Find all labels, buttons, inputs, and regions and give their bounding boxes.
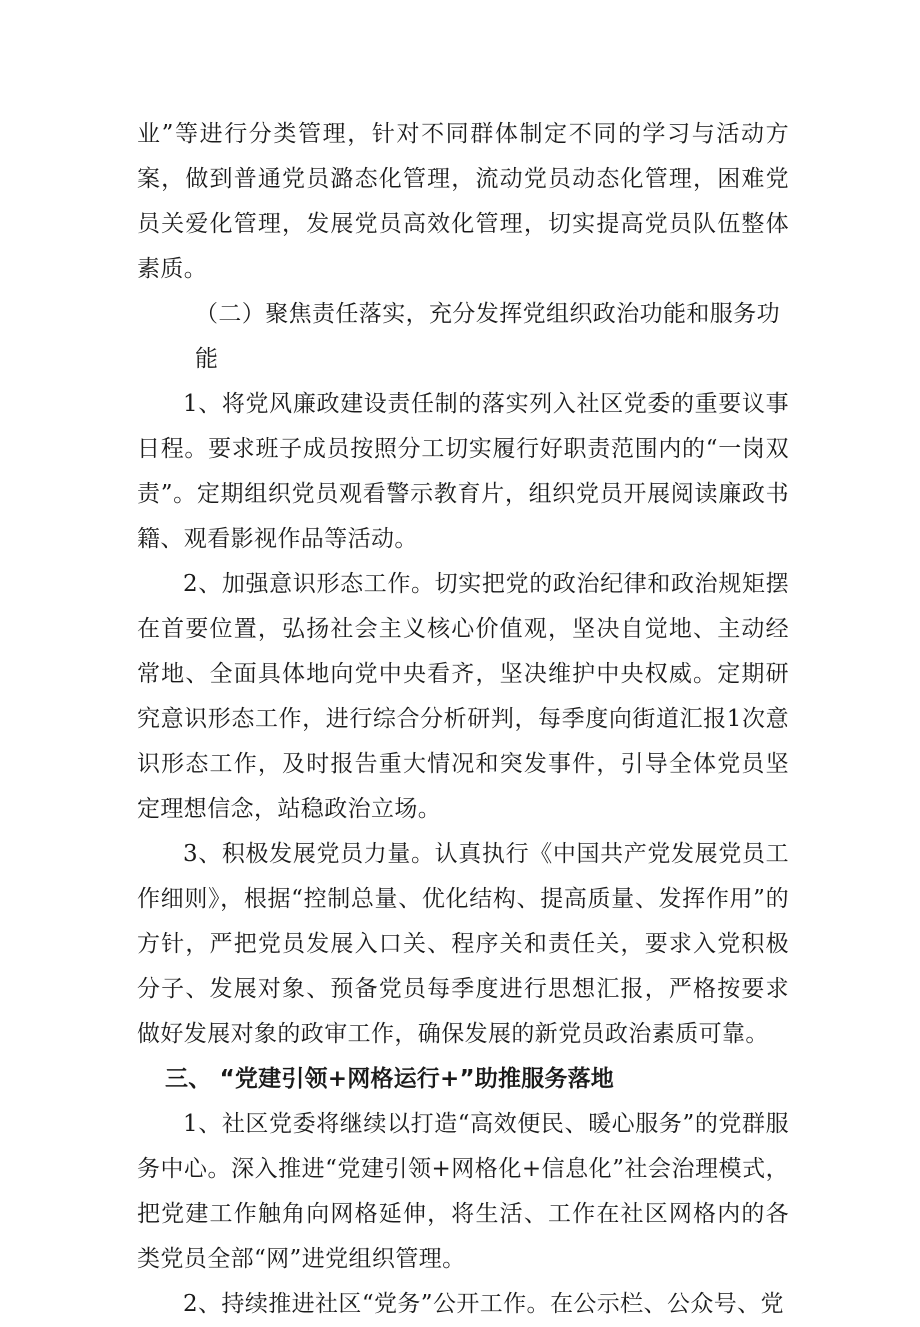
paragraph-item-5: 2、持续推进社区“党务”公开工作。在公示栏、公众号、党 [183, 1291, 784, 1317]
paragraph-item-2: 2、加强意识形态工作。切实把党的政治纪律和政治规矩摆在首要位置，弘扬社会主义核心价值观，坚决自觉地、主动经常地、全面具体地向党中央看齐，坚决维护中央权威。定期研究意识形态工作，进行综合分析研判，每季度向街道汇报1次意识形态工作，及时报告重大情况和突发事件，引导全体党员坚定理想信念，站稳政治立场。 [137, 571, 789, 822]
paragraph-item-1: 1、将党风廉政建设责任制的落实列入社区党委的重要议事日程。要求班子成员按照分工切实履行好职责范围内的“一岗双责”。定期组织党员观看警示教育片，组织党员开展阅读廉政书籍、观看影视作品等活动。 [137, 391, 789, 552]
paragraph-item-4: 1、社区党委将继续以打造“高效便民、暖心服务”的党群服务中心。深入推进“党建引领+网格化+信息化”社会治理模式，把党建工作触角向网格延伸，将生活、工作在社区网格内的各类党员全部“网”进党组织管理。 [137, 1111, 789, 1272]
paragraph-item-3: 3、积极发展党员力量。认真执行《中国共产党发展党员工作细则》，根据“控制总量、优化结构、提高质量、发挥作用”的方针，严把党员发展入口关、程序关和责任关，要求入党积极分子、发展对象、预备党员每季度进行思想汇报，严格按要求做好发展对象的政审工作，确保发展的新党员政治素质可靠。 [137, 841, 789, 1047]
section-heading: 三、 “党建引领+网格运行+”助推服务落地 [165, 1066, 614, 1092]
document-body [137, 112, 789, 1327]
paragraph-continued: 业”等进行分类管理，针对不同群体制定不同的学习与活动方案，做到普通党员潞态化管理，流动党员动态化管理，困难党员关爱化管理，发展党员高效化管理，切实提高党员队伍整体素质。 [137, 121, 789, 282]
section-subheading: （二）聚焦责任落实，充分发挥党组织政治功能和服务功能 [195, 301, 780, 372]
